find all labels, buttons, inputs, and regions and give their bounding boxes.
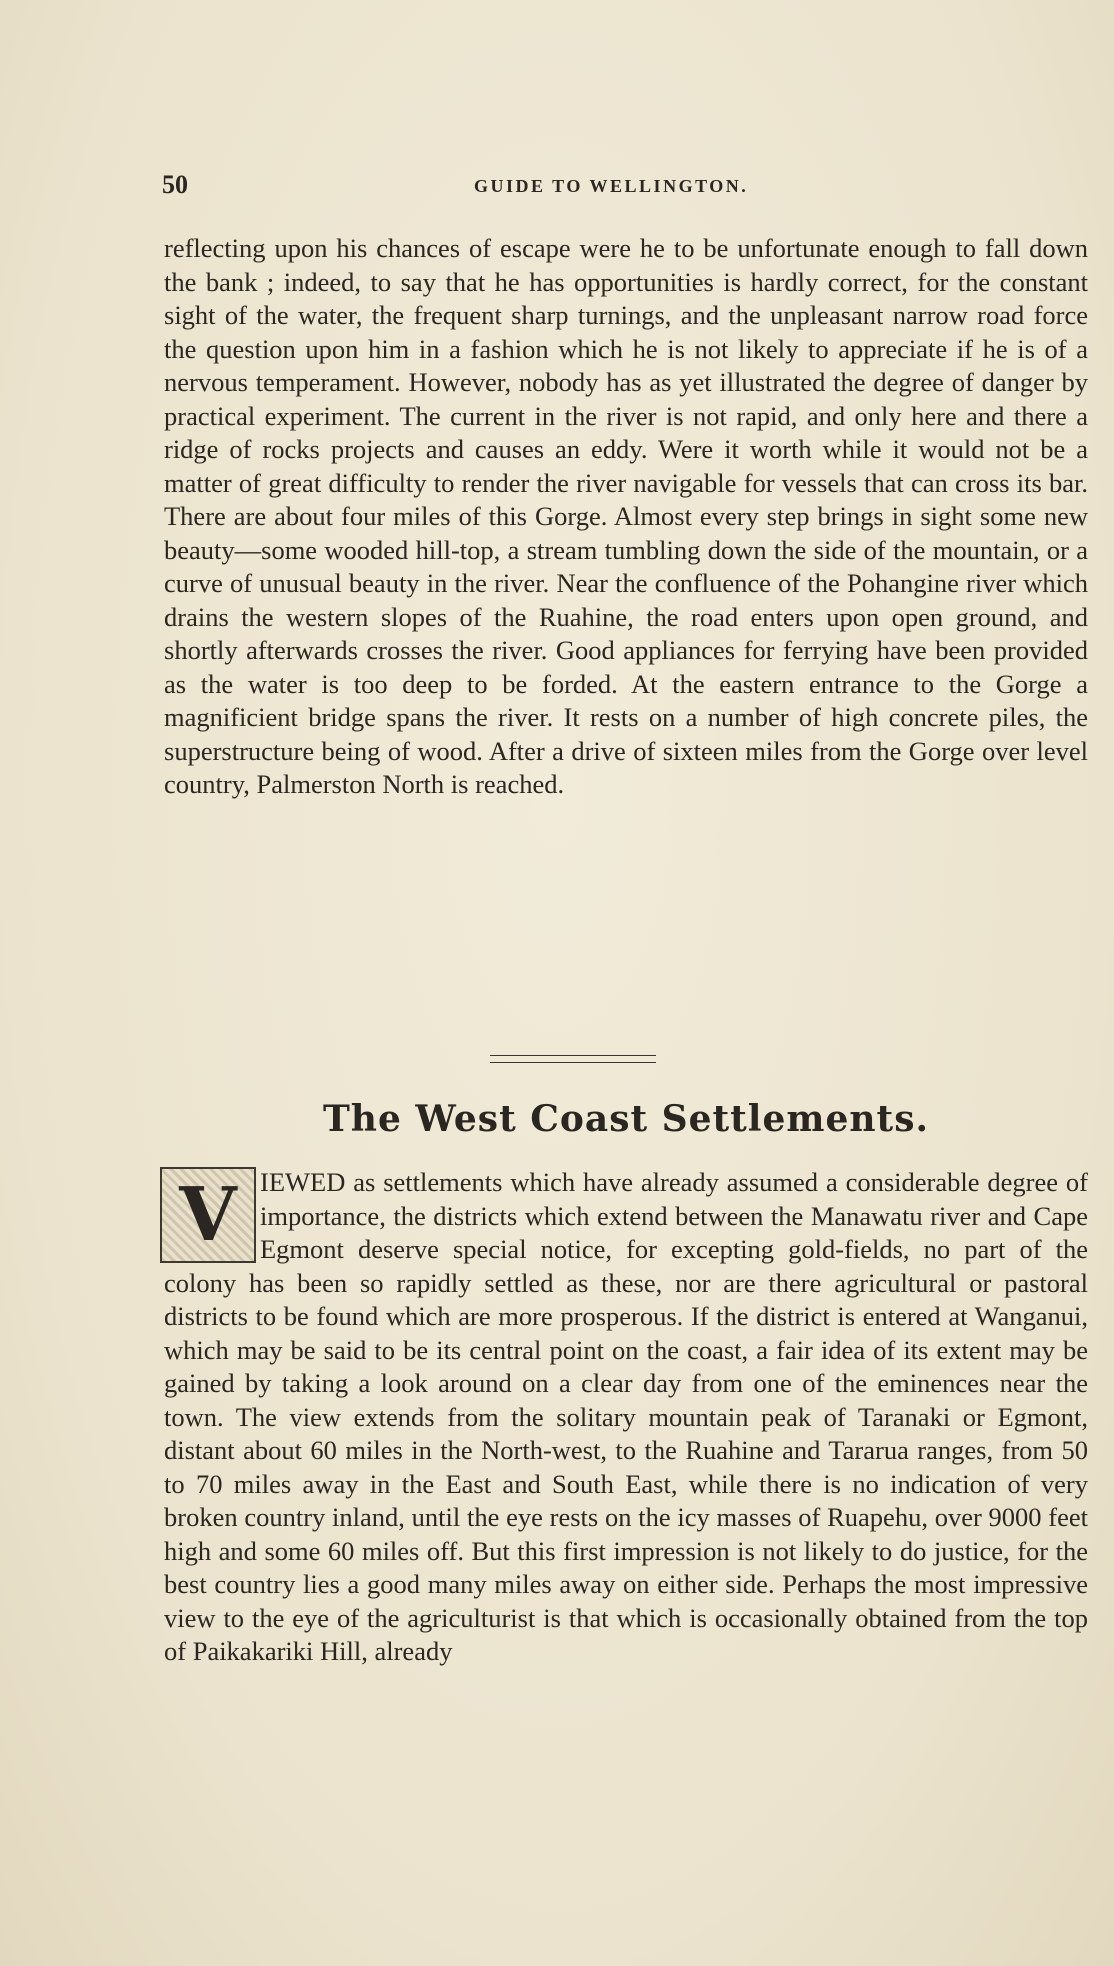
section-paragraph-text: IEWED as settlements which have already assumed a considerable degree of importance, the districts which extend between the Manawatu river and Cape Egmont deserve special notice, for excepting gold-fields, no part of the colony has been so rapidly settled as these, nor are there agricultural or pastoral districts to be found which are more prosperous. If the district is entered at Wanganui, which may be said to be its central point on the coast, a fair idea of its extent may be gained by taking a look around on a clear day from one of the eminences near the town. The view extends from the solitary mountain peak of Taranaki or Egmont, distant about 60 miles in the North-west, to the Ruahine and Tararua ranges, from 50 to 70 miles away in the East and South East, while there is no indication of very broken country inland, until the eye rests on the icy masses of Ruapehu, over 9000 feet high and some 60 miles off. But this first impression is not likely to do justice, for the best country lies a good many miles away on either side. Perhaps the most impressive view to the eye of the agriculturist is that which is occasionally obtained from the top of Paikakariki Hill, already — [164, 1167, 1088, 1666]
ornamental-initial: V — [160, 1167, 256, 1263]
drop-cap-spacer — [164, 1166, 260, 1262]
body-paragraph: reflecting upon his chances of escape were he to be unfortunate enough to fall down the bank ; indeed, to say that he has opportunities is hardly correct, for the constant sight of the water, the frequent sharp turnings, and the unpleasant narrow road force the question upon him in a fashion which he is not likely to appreciate if he is of a nervous temperament. However, nobody has as yet illustrated the degree of danger by practical experiment. The current in the river is not rapid, and only here and there a ridge of rocks projects and causes an eddy. Were it worth while it would not be a matter of great difficulty to render the river navigable for vessels that can cross its bar. There are about four miles of this Gorge. Almost every step brings in sight some new beauty—some wooded hill-top, a stream tumbling down the side of the mountain, or a curve of unusual beauty in the river. Near the confluence of the Pohangine river which drains the western slopes of the Ruahine, the road enters upon open ground, and shortly afterwards crosses the river. Good appliances for ferrying have been provided as the water is too deep to be forded. At the eastern entrance to the Gorge a magnificient bridge spans the river. It rests on a number of high concrete piles, the superstructure being of wood. After a drive of sixteen miles from the Gorge over level country, Palmerston North is reached. — [164, 233, 1088, 799]
section-heading: The West Coast Settlements. — [323, 1098, 929, 1140]
section-paragraph — [164, 1166, 1088, 1669]
page-number: 50 — [162, 170, 188, 199]
section-divider — [490, 1055, 656, 1063]
running-head — [162, 170, 1082, 202]
running-title: GUIDE TO WELLINGTON. — [474, 176, 749, 196]
